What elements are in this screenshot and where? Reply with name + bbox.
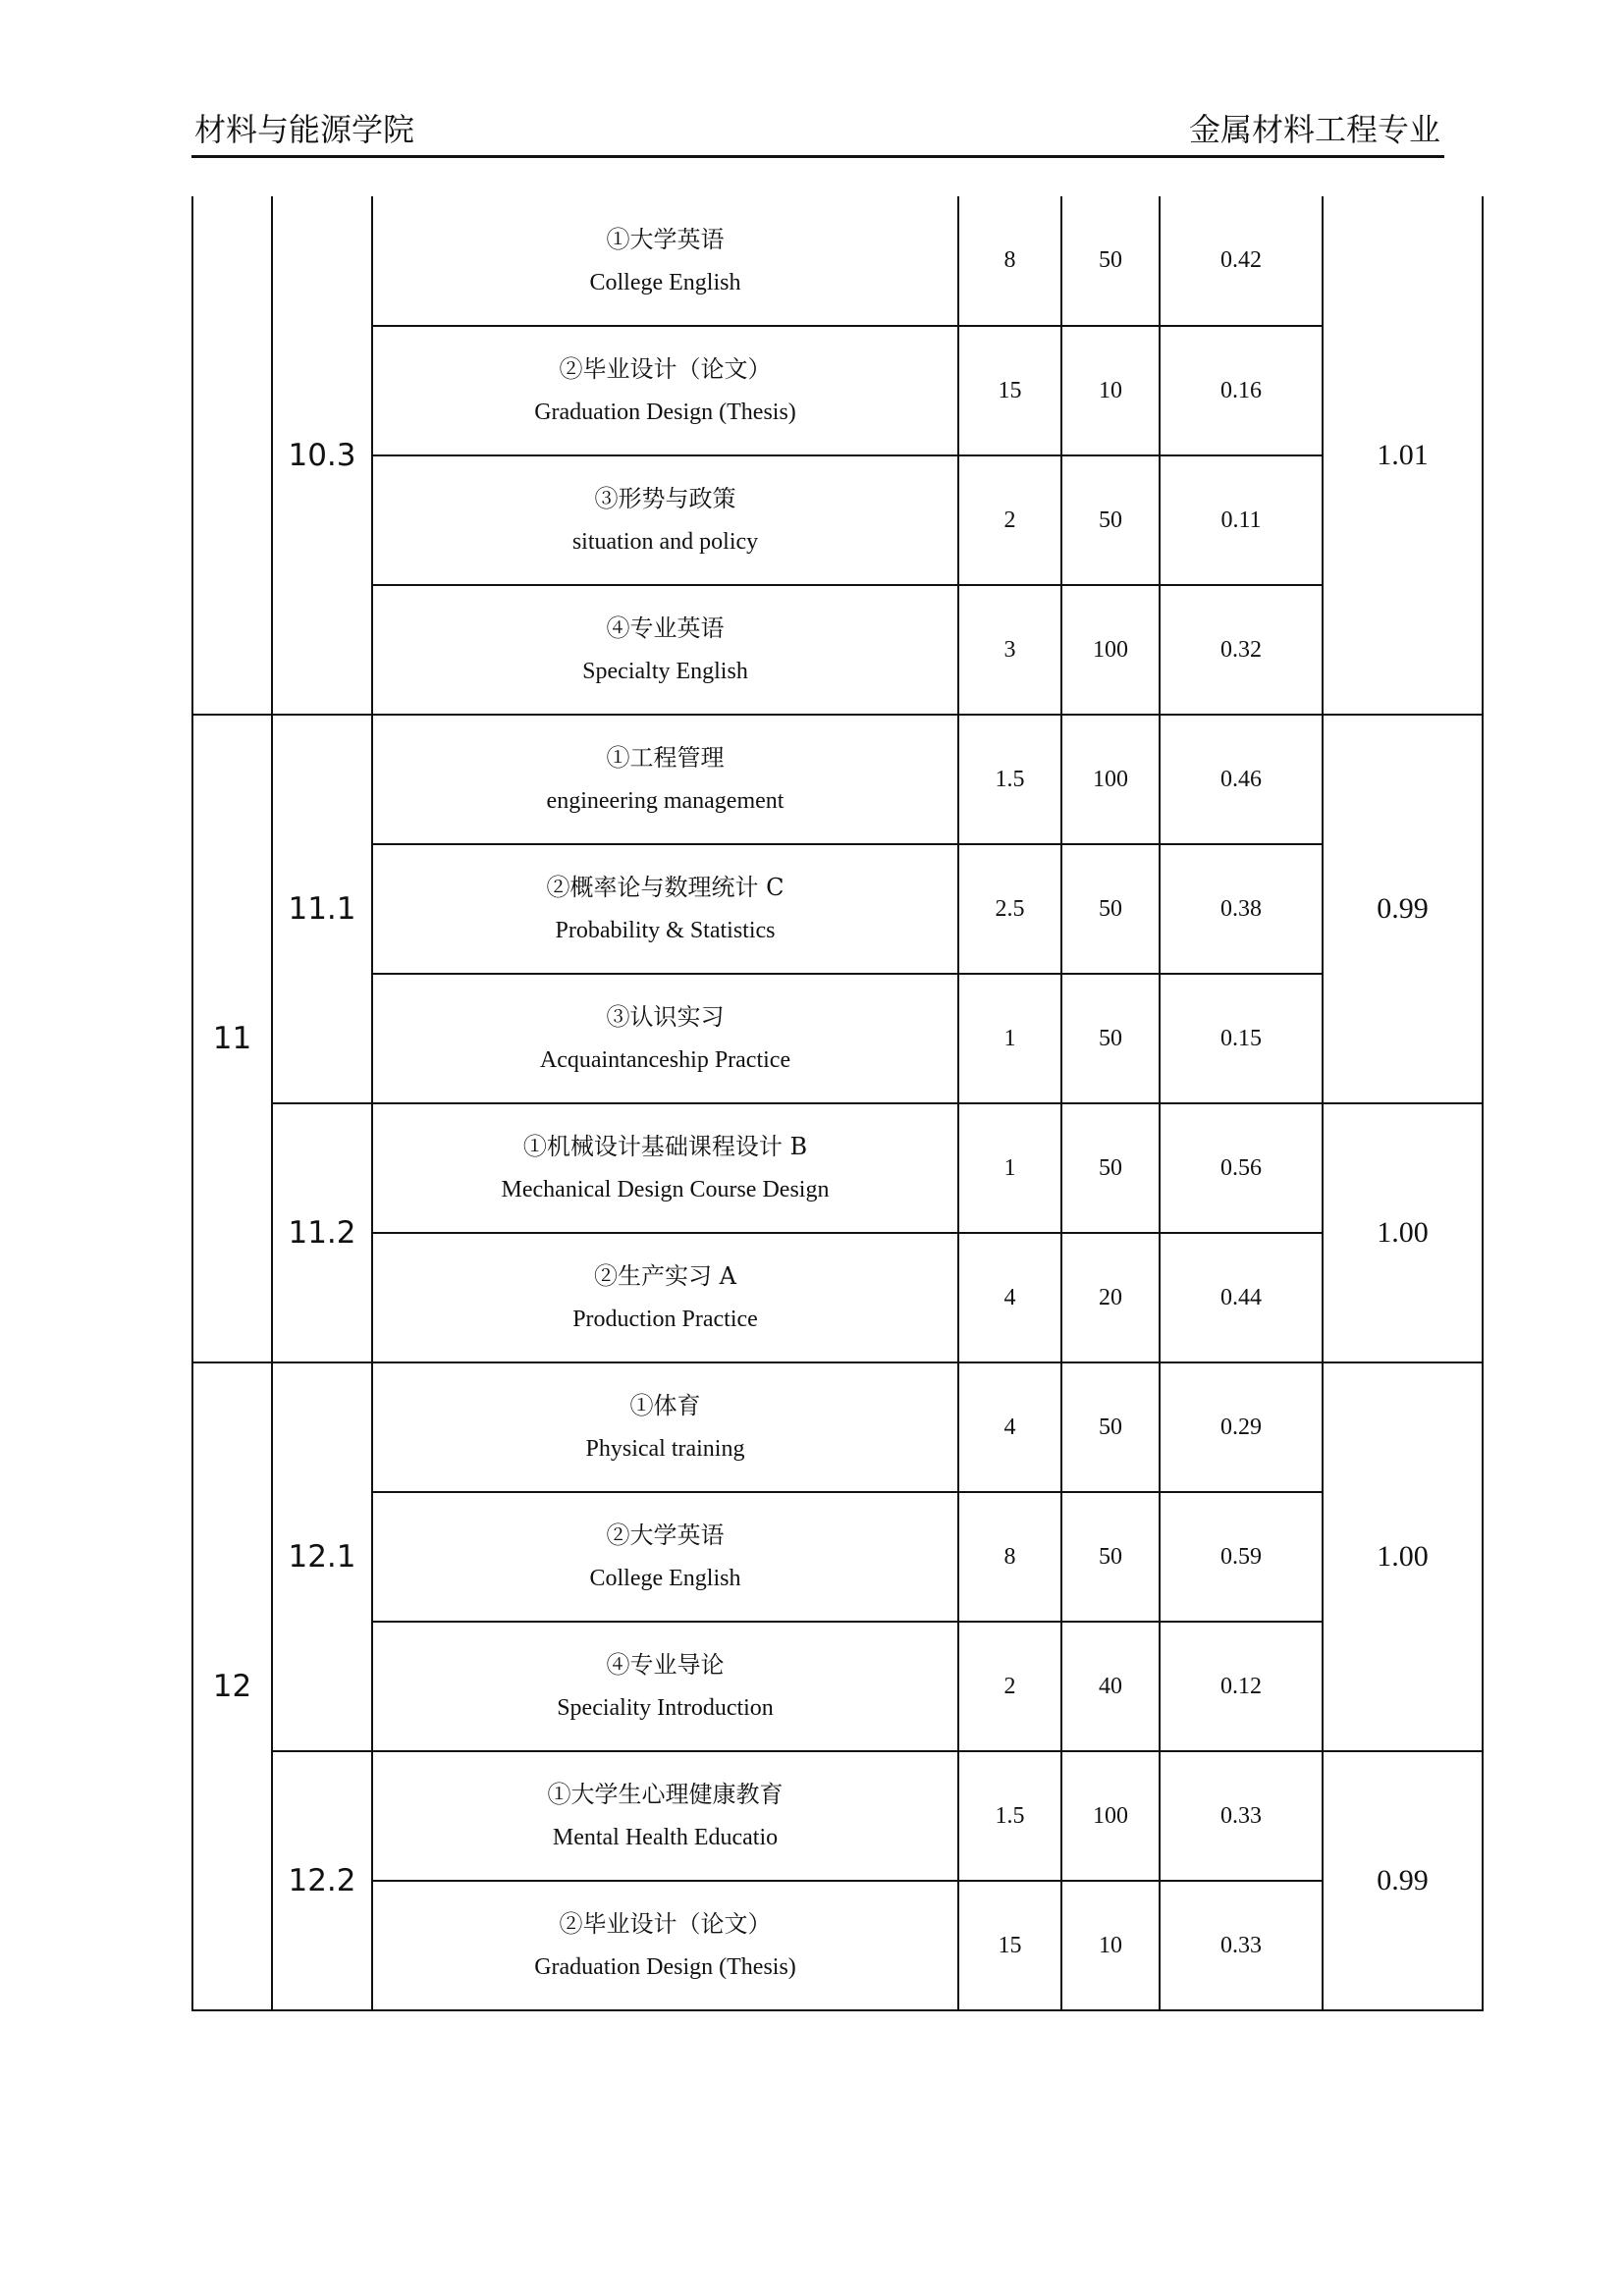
support-cell: 100	[1061, 1751, 1160, 1881]
credit-cell: 4	[958, 1362, 1061, 1492]
weight-cell: 0.12	[1160, 1622, 1323, 1751]
weight-cell: 0.44	[1160, 1233, 1323, 1362]
table-row	[192, 1233, 1483, 1362]
course-cell	[372, 974, 958, 1103]
support-cell: 50	[1061, 455, 1160, 585]
weight-cell: 0.11	[1160, 455, 1323, 585]
header-major: 金属材料工程专业	[1188, 111, 1440, 148]
course-name-cn: ①体育	[629, 1392, 701, 1419]
weight-total-cell: 1.00	[1323, 1103, 1483, 1362]
table-row	[192, 844, 1483, 974]
weight-cell: 0.16	[1160, 326, 1323, 455]
course-name-en: engineering management	[546, 788, 785, 814]
course-name-en: Graduation Design (Thesis)	[534, 400, 796, 425]
course-cell	[372, 1233, 958, 1362]
support-cell: 100	[1061, 585, 1160, 715]
table-row	[192, 1751, 1483, 1881]
course-cell	[372, 1622, 958, 1751]
support-cell: 50	[1061, 1103, 1160, 1233]
course-name-en: Mental Health Educatio	[552, 1825, 779, 1850]
weight-cell: 0.33	[1160, 1881, 1323, 2010]
course-name-cn: ①大学英语	[606, 225, 725, 253]
support-cell: 10	[1061, 1881, 1160, 2010]
course-name-en: Acquaintanceship Practice	[539, 1047, 791, 1073]
graduation-requirement-cell: 11	[192, 715, 272, 1362]
credit-cell: 2	[958, 1622, 1061, 1751]
weight-total-cell: 0.99	[1323, 715, 1483, 1103]
support-cell: 10	[1061, 326, 1160, 455]
header-college: 材料与能源学院	[194, 111, 415, 148]
credit-cell: 8	[958, 196, 1061, 326]
course-name-cn: ④专业英语	[606, 614, 725, 642]
weight-cell: 0.56	[1160, 1103, 1323, 1233]
course-cell	[372, 1881, 958, 2010]
weight-cell: 0.38	[1160, 844, 1323, 974]
course-name-cn: ①机械设计基础课程设计 B	[522, 1133, 808, 1160]
credit-cell: 2	[958, 455, 1061, 585]
course-name-cn: ③形势与政策	[594, 485, 736, 512]
course-name-cn: ②毕业设计（论文）	[559, 355, 772, 383]
course-name-cn: ③认识实习	[606, 1003, 725, 1031]
course-name-en: situation and policy	[571, 529, 759, 555]
table-row	[192, 1492, 1483, 1622]
course-name-en: Mechanical Design Course Design	[501, 1177, 830, 1202]
course-support-table	[191, 196, 1484, 2011]
course-cell	[372, 326, 958, 455]
weight-total-cell: 1.00	[1323, 1362, 1483, 1751]
weight-cell: 0.42	[1160, 196, 1323, 326]
support-cell: 50	[1061, 196, 1160, 326]
table-row	[192, 1622, 1483, 1751]
indicator-point-cell: 11.1	[272, 715, 372, 1103]
credit-cell: 15	[958, 326, 1061, 455]
course-cell	[372, 1103, 958, 1233]
course-name-en: Specialty English	[582, 659, 748, 684]
credit-cell: 1.5	[958, 715, 1061, 844]
support-cell: 100	[1061, 715, 1160, 844]
course-cell	[372, 1362, 958, 1492]
credit-cell: 1.5	[958, 1751, 1061, 1881]
table-row	[192, 974, 1483, 1103]
course-name-cn: ②概率论与数理统计 C	[546, 874, 785, 901]
weight-cell: 0.33	[1160, 1751, 1323, 1881]
course-name-en: College English	[589, 1566, 741, 1591]
course-name-cn: ②生产实习 A	[594, 1262, 736, 1290]
table-row	[192, 455, 1483, 585]
support-cell: 20	[1061, 1233, 1160, 1362]
table-row	[192, 715, 1483, 844]
course-cell	[372, 585, 958, 715]
weight-total-cell: 0.99	[1323, 1751, 1483, 2010]
course-cell	[372, 455, 958, 585]
credit-cell: 3	[958, 585, 1061, 715]
course-name-cn: ④专业导论	[606, 1651, 725, 1679]
course-cell	[372, 1751, 958, 1881]
course-name-cn: ②大学英语	[606, 1522, 725, 1549]
course-name-en: Graduation Design (Thesis)	[534, 1954, 796, 1980]
course-cell	[372, 1492, 958, 1622]
course-name-cn: ①大学生心理健康教育	[547, 1781, 784, 1808]
support-cell: 50	[1061, 974, 1160, 1103]
course-cell	[372, 715, 958, 844]
support-cell: 50	[1061, 1362, 1160, 1492]
weight-cell: 0.29	[1160, 1362, 1323, 1492]
table-row	[192, 1362, 1483, 1492]
header-divider	[191, 155, 1444, 158]
weight-total-cell: 1.01	[1323, 196, 1483, 715]
graduation-requirement-cell: 12	[192, 1362, 272, 2010]
support-cell: 40	[1061, 1622, 1160, 1751]
course-cell	[372, 196, 958, 326]
course-name-cn: ②毕业设计（论文）	[559, 1910, 772, 1938]
course-name-en: College English	[589, 269, 741, 295]
support-cell: 50	[1061, 844, 1160, 974]
table-row	[192, 1103, 1483, 1233]
course-name-en: Speciality Introduction	[557, 1695, 774, 1721]
credit-cell: 8	[958, 1492, 1061, 1622]
course-name-en: Production Practice	[572, 1307, 758, 1332]
table-row	[192, 585, 1483, 715]
credit-cell: 2.5	[958, 844, 1061, 974]
credit-cell: 15	[958, 1881, 1061, 2010]
indicator-point-cell: 11.2	[272, 1103, 372, 1362]
credit-cell: 1	[958, 1103, 1061, 1233]
credit-cell: 1	[958, 974, 1061, 1103]
indicator-point-cell: 10.3	[272, 196, 372, 715]
indicator-point-cell: 12.2	[272, 1751, 372, 2010]
course-name-en: Physical training	[585, 1436, 745, 1462]
table-row	[192, 196, 1483, 326]
support-cell: 50	[1061, 1492, 1160, 1622]
course-name-en: Probability & Statistics	[555, 918, 776, 943]
course-cell	[372, 844, 958, 974]
credit-cell: 4	[958, 1233, 1061, 1362]
indicator-point-cell: 12.1	[272, 1362, 372, 1751]
graduation-requirement-cell	[192, 196, 272, 715]
weight-cell: 0.32	[1160, 585, 1323, 715]
weight-cell: 0.15	[1160, 974, 1323, 1103]
course-name-cn: ①工程管理	[606, 744, 725, 772]
table-row	[192, 1881, 1483, 2010]
table-row	[192, 326, 1483, 455]
weight-cell: 0.59	[1160, 1492, 1323, 1622]
weight-cell: 0.46	[1160, 715, 1323, 844]
